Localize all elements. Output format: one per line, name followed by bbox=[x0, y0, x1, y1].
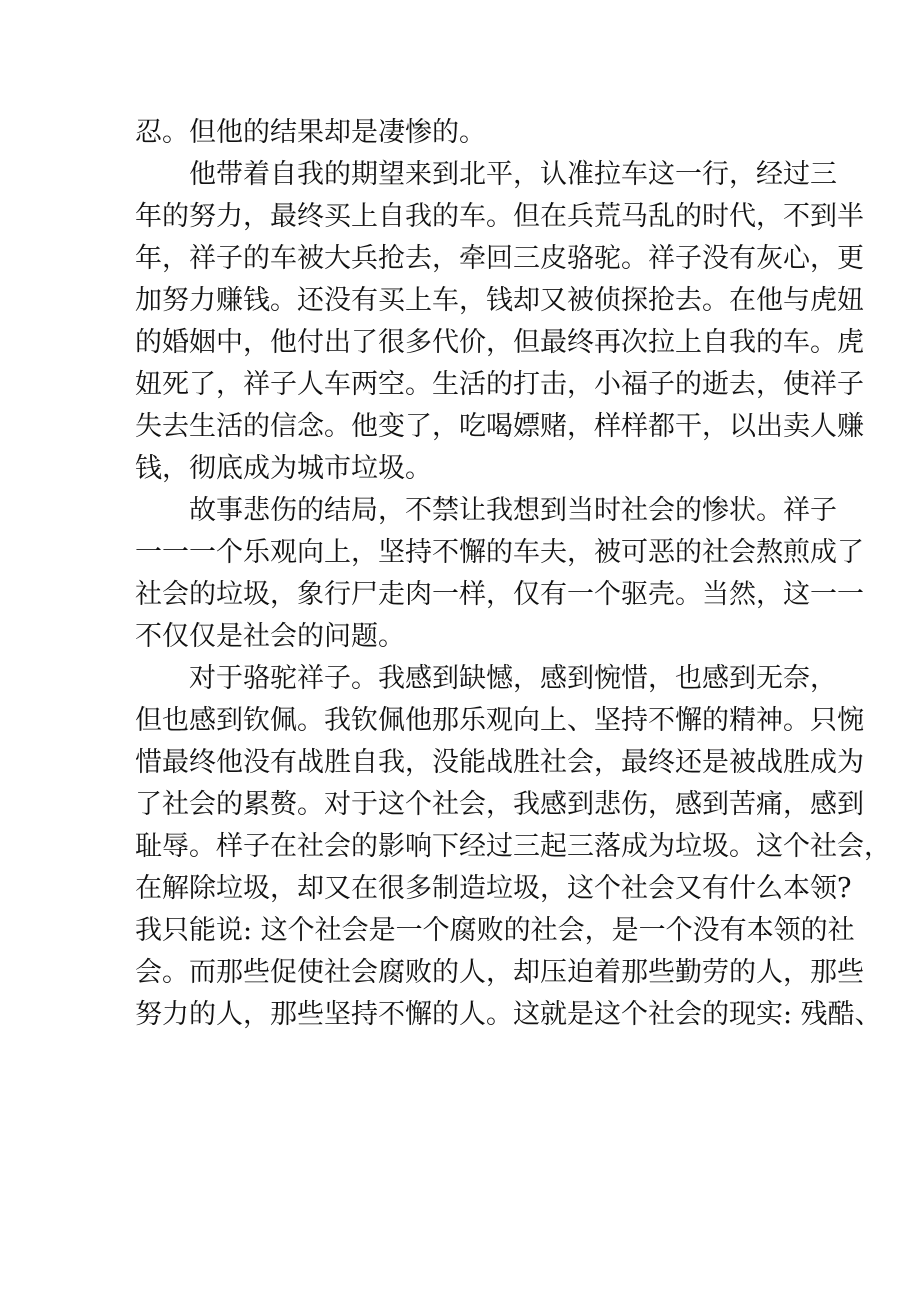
paragraph-first-line: 对于骆驼祥子。我感到缺憾，感到惋惜，也感到无奈， bbox=[189, 663, 837, 694]
text-line: 努力的人，那些坚持不懈的人。这就是这个社会的现实: 残酷、 bbox=[135, 999, 882, 1030]
text-line: 失去生活的信念。他变了，吃喝嫖赌，样样都干，以出卖人赚 bbox=[135, 411, 864, 442]
text-line: 年的努力，最终买上自我的车。但在兵荒马乱的时代，不到半 bbox=[135, 201, 864, 232]
text-line: 社会的垃圾，象行尸走肉一样，仅有一个驱壳。当然，这一一 bbox=[135, 579, 864, 610]
text-line: 耻辱。样子在社会的影响下经过三起三落成为垃圾。这个社会， bbox=[135, 831, 891, 862]
text-line: 一一一个乐观向上，坚持不懈的车夫，被可恶的社会熬煎成了 bbox=[135, 537, 864, 568]
text-line: 忍。但他的结果却是凄惨的。 bbox=[135, 117, 486, 148]
text-line: 不仅仅是社会的问题。 bbox=[135, 621, 405, 652]
text-line: 我只能说: 这个社会是一个腐败的社会，是一个没有本领的社 bbox=[135, 915, 855, 946]
text-line: 妞死了，祥子人车两空。生活的打击，小福子的逝去，使祥子 bbox=[135, 369, 864, 400]
text-line: 会。而那些促使社会腐败的人，却压迫着那些勤劳的人，那些 bbox=[135, 957, 864, 988]
text-line: 了社会的累赘。对于这个社会，我感到悲伤，感到苦痛，感到 bbox=[135, 789, 864, 820]
document-body bbox=[135, 112, 891, 1036]
text-line: 惜最终他没有战胜自我，没能战胜社会，最终还是被战胜成为 bbox=[135, 747, 864, 778]
text-line: 但也感到钦佩。我钦佩他那乐观向上、坚持不懈的精神。只惋 bbox=[135, 705, 864, 736]
text-line: 年，祥子的车被大兵抢去，牵回三皮骆驼。祥子没有灰心，更 bbox=[135, 243, 864, 274]
paragraph-first-line: 他带着自我的期望来到北平，认准拉车这一行，经过三 bbox=[189, 159, 837, 190]
text-line: 在解除垃圾，却又在很多制造垃圾，这个社会又有什么本领? bbox=[135, 873, 852, 904]
text-line: 的婚姻中，他付出了很多代价，但最终再次拉上自我的车。虎 bbox=[135, 327, 864, 358]
text-line: 钱，彻底成为城市垃圾。 bbox=[135, 453, 432, 484]
paragraph-first-line: 故事悲伤的结局，不禁让我想到当时社会的惨状。祥子 bbox=[189, 495, 837, 526]
text-line: 加努力赚钱。还没有买上车，钱却又被侦探抢去。在他与虎妞 bbox=[135, 285, 864, 316]
